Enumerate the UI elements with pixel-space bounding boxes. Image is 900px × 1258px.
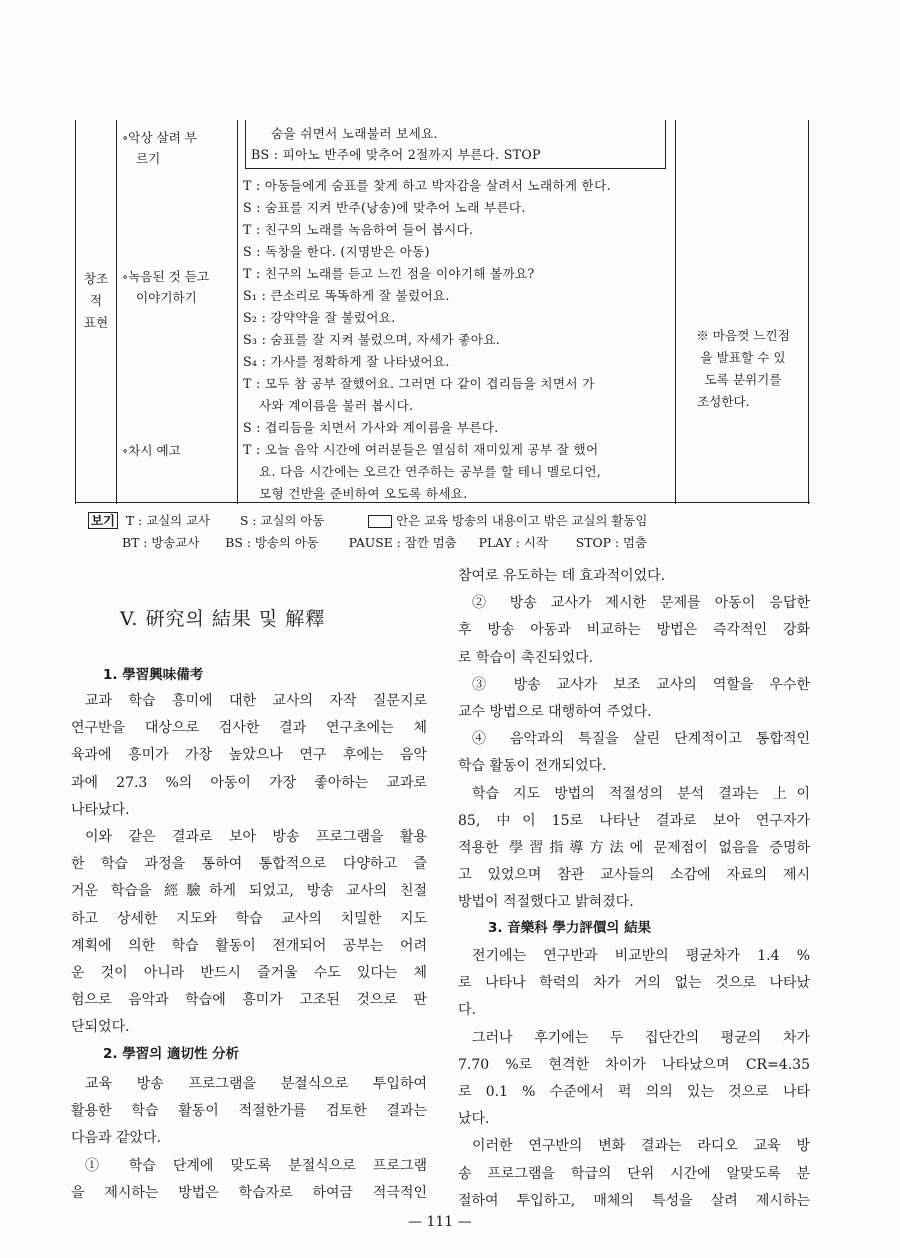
- lesson-line: T : 친구의 노래를 듣고 느낀 점을 이야기해 볼까요?: [243, 266, 535, 281]
- text-line: 로 나타나 학력의 차가 거의 없는 것으로 나타났: [458, 975, 810, 992]
- stage-label-line: 표현: [83, 315, 109, 330]
- legend-pause: PAUSE : 잠깐 멈춤: [348, 535, 457, 550]
- text-line: 교과 학습 흥미에 대한 교사의 자작 질문지로: [85, 693, 427, 709]
- note-line: ※ 마음껏 느낀점: [696, 328, 790, 343]
- note-line: 을 발표할 수 있: [700, 350, 786, 365]
- text-line: 후 방송 아동과 비교하는 방법은 즉각적인 강화: [458, 622, 810, 639]
- text-line: 단되었다.: [71, 1019, 130, 1036]
- text-line: 을 제시하는 방법은 학습자로 하여금 적극적인: [71, 1184, 427, 1201]
- lesson-line: S₂ : 강약약을 잘 불렀어요.: [243, 310, 396, 325]
- text-line: 다음과 같았다.: [71, 1130, 162, 1147]
- activity-item: [122, 266, 209, 308]
- text-line: 송 프로그램을 학급의 단위 시간에 알맞도록 분: [458, 1165, 810, 1182]
- text-line: 계획에 의한 학습 활동이 전개되어 공부는 어려: [71, 937, 427, 954]
- text-line: 그러나 후기에는 두 집단간의 평균의 차가: [472, 1029, 810, 1046]
- text-line: ③ 방송 교사가 보조 교사의 역할을 우수한: [472, 676, 810, 693]
- lesson-line: S : 겹리듬을 치면서 가사와 계이름을 부른다.: [243, 420, 499, 435]
- page-number: — 111 —: [408, 1214, 472, 1230]
- activity-line: ∘악상 살려 부: [122, 130, 198, 145]
- text-line: 활용한 학습 활동이 적절한가를 검토한 결과는: [71, 1103, 427, 1120]
- teacher-note: [679, 325, 807, 413]
- text-line: 한 학습 과정을 통하여 통합적으로 다양하고 즐: [71, 856, 427, 873]
- subheading-2: 2. 學習의 適切性 分析: [103, 1046, 240, 1062]
- lesson-line: S : 독창을 한다. (지명받은 아동): [243, 244, 430, 259]
- text-line: 85, 中이 15로 나타난 결과로 보아 연구자가: [458, 812, 810, 829]
- left-column-block-1: [71, 688, 427, 1042]
- lesson-line: T : 아동들에게 숨표를 찾게 하고 박자감을 살려서 노래하게 한다.: [243, 178, 611, 193]
- text-line: 운 것이 아니라 반드시 즐거울 수도 있다는 체: [71, 965, 427, 982]
- text-line: 하고 상세한 지도와 학습 교사의 치밀한 지도: [71, 910, 427, 927]
- text-line: 험으로 음악과 학습에 흥미가 고조된 것으로 판: [71, 992, 427, 1009]
- text-line: 적용한 學習指導方法에 문제점이 없음을 증명하: [458, 840, 810, 857]
- activity-item: [122, 440, 181, 461]
- text-line: 절하여 투입하고, 매체의 특성을 살려 제시하는: [458, 1192, 810, 1209]
- boxed-line: BS : 피아노 반주에 맞추어 2절까지 부른다. STOP: [251, 147, 541, 162]
- right-column-block-2: [458, 943, 810, 1215]
- text-line: 육과에 흥미가 가장 높았으나 연구 후에는 음악: [71, 747, 427, 764]
- text-line: 학습 활동이 전개되었다.: [458, 758, 607, 775]
- lesson-line: T : 모두 참 공부 잘했어요. 그러면 다 같이 겹리듬을 치면서 가: [243, 376, 595, 391]
- lesson-line: 요. 다음 시간에는 오르간 연주하는 공부를 할 테니 멜로디언,: [259, 464, 602, 479]
- activity-line: 이야기하기: [136, 290, 197, 305]
- table-col-divider-1: [116, 120, 117, 504]
- legend-label: 보기: [88, 512, 118, 529]
- subheading-3: 3. 音樂科 學力評價의 結果: [488, 920, 652, 936]
- lesson-line: S : 숨표를 지켜 반주(낭송)에 맞추어 노래 부른다.: [243, 200, 526, 215]
- text-line: 교수 방법으로 대행하여 주었다.: [458, 704, 652, 721]
- text-line: 연구반을 대상으로 검사한 결과 연구초에는 체: [71, 720, 427, 737]
- text-line: 이러한 연구반의 변화 결과는 라디오 교육 방: [472, 1138, 810, 1155]
- broadcast-box-left: [245, 120, 246, 168]
- text-line: 로 0.1 % 수준에서 퍽 의의 있는 것으로 나타: [458, 1084, 810, 1101]
- broadcast-box-icon: [368, 515, 392, 528]
- legend-row-1: [88, 510, 647, 532]
- subheading-1: 1. 學習興味備考: [103, 667, 204, 683]
- activity-line: ∘녹음된 것 듣고: [122, 269, 210, 284]
- activity-item: [122, 127, 197, 169]
- legend-stop: STOP : 멈춤: [575, 535, 647, 550]
- legend-play: PLAY : 시작: [478, 535, 548, 550]
- text-line: 과에 27.3 %의 아동이 가장 좋아하는 교과로: [71, 774, 427, 791]
- section-title: V. 硏究의 結果 및 解釋: [120, 608, 326, 630]
- text-line: 거운 학습을 經驗하게 되었고, 방송 교사의 친절: [71, 883, 427, 900]
- broadcast-box-right: [665, 120, 666, 168]
- text-line: 고 있었으며 참관 교사들의 소감에 자료의 제시: [458, 867, 810, 884]
- lesson-plan-table: [75, 120, 811, 504]
- table-col-divider-3: [675, 120, 676, 504]
- legend-row-2: [122, 532, 647, 554]
- left-column-block-2: [71, 1071, 427, 1207]
- boxed-line: 숨을 쉬면서 노래불러 보세요.: [271, 126, 438, 141]
- text-line: 났다.: [458, 1111, 490, 1128]
- text-line: 7.70 %로 현격한 차이가 나타났으며 CR=4.35: [458, 1056, 810, 1073]
- legend-s: S : 교실의 아동: [239, 513, 325, 528]
- note-line: 도록 분위기를: [704, 372, 782, 387]
- table-right-border: [808, 120, 809, 504]
- text-line: ① 학습 단계에 맞도록 분절식으로 프로그램: [85, 1157, 427, 1174]
- stage-label: [76, 268, 116, 334]
- legend-t: T : 교실의 교사: [125, 513, 211, 528]
- table-col-divider-2: [237, 120, 238, 504]
- text-line: 교육 방송 프로그램을 분절식으로 투입하여: [85, 1076, 427, 1092]
- legend-box-desc: 안은 교육 방송의 내용이고 밖은 교실의 활동임: [396, 513, 648, 528]
- lesson-line: 모형 건반을 준비하여 오도록 하세요.: [259, 486, 468, 501]
- text-line: 전기에는 연구반과 비교반의 평균차가 1.4 %: [472, 948, 810, 964]
- text-line: 이와 같은 결과로 보아 방송 프로그램을 활용: [85, 829, 427, 846]
- text-line: ② 방송 교사가 제시한 문제를 아동이 응답한: [472, 595, 810, 612]
- text-line: 방법이 적절했다고 밝혀졌다.: [458, 894, 634, 911]
- lesson-line: T : 오늘 음악 시간에 여러분들은 열심히 재미있게 공부 잘 했어: [243, 442, 599, 457]
- legend-bs: BS : 방송의 아동: [225, 535, 319, 550]
- stage-label-line: 창조: [83, 271, 109, 286]
- lesson-line: T : 친구의 노래를 녹음하여 들어 봅시다.: [243, 222, 474, 237]
- stage-label-line: 적: [89, 293, 103, 308]
- text-line: 참여로 유도하는 데 효과적이었다.: [458, 568, 666, 584]
- text-line: 로 학습이 촉진되었다.: [458, 649, 594, 666]
- broadcast-box-bottom: [245, 168, 666, 169]
- right-column-block-1: [458, 563, 810, 917]
- text-line: 나타났다.: [71, 801, 130, 818]
- lesson-line: S₁ : 큰소리로 똑똑하게 잘 불렀어요.: [243, 288, 450, 303]
- text-line: ④ 음악과의 특질을 살린 단계적이고 통합적인: [472, 731, 810, 748]
- legend-bt: BT : 방송교사: [122, 535, 200, 550]
- lesson-line: S₄ : 가사를 정확하게 잘 나타냈어요.: [243, 354, 450, 369]
- text-line: 다.: [458, 1002, 476, 1019]
- activity-line: ∘차시 예고: [122, 443, 181, 458]
- lesson-line: S₃ : 숨표를 잘 지켜 불렀으며, 자세가 좋아요.: [243, 332, 500, 347]
- note-line: 조성한다.: [697, 394, 750, 409]
- lesson-line: 사와 계이름을 불러 봅시다.: [259, 398, 414, 413]
- activity-line: 르기: [136, 151, 161, 166]
- text-line: 학습 지도 방법의 적절성의 분석 결과는 上이: [472, 785, 810, 802]
